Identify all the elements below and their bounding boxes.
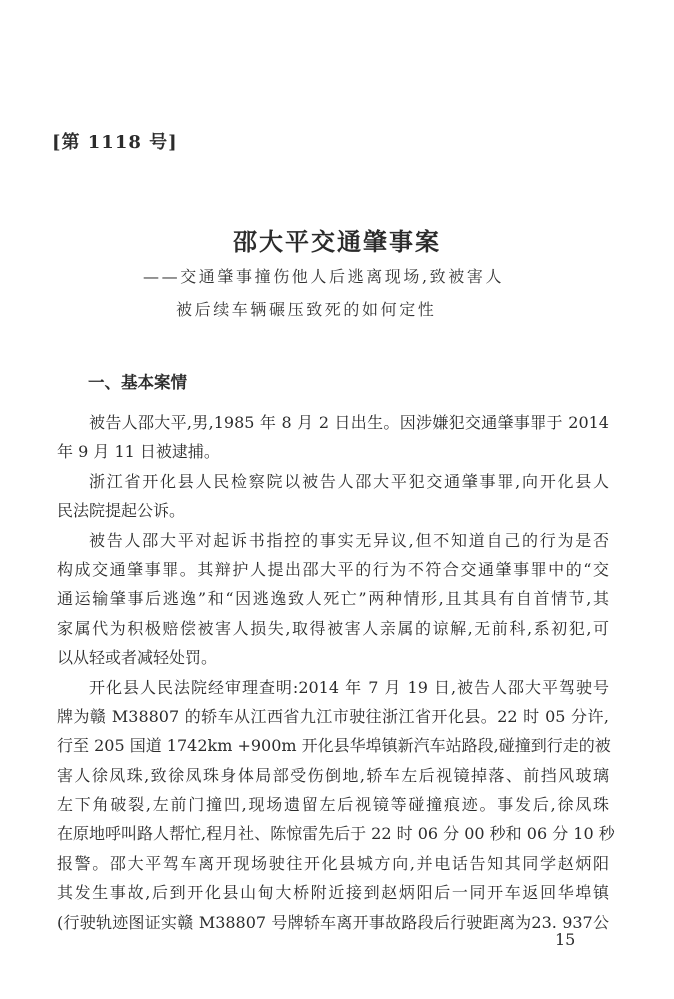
paragraph-line: 家属代为积极赔偿被害人损失,取得被害人亲属的谅解,无前科,系初犯,可	[57, 618, 609, 638]
paragraph-line: 浙江省开化县人民检察院以被告人邵大平犯交通肇事罪,向开化县人	[89, 471, 609, 491]
page-number: 15	[555, 930, 576, 949]
section-heading: 一、基本案情	[88, 373, 187, 392]
paragraph-line: 构成交通肇事罪。其辩护人提出邵大平的行为不符合交通肇事罪中的“交	[57, 559, 609, 579]
paragraph-line: 牌为赣 M38807 的轿车从江西省九江市驶往浙江省开化县。22 时 05 分许,	[57, 706, 609, 726]
subtitle-line-2: 被后续车辆碾压致死的如何定性	[176, 300, 437, 319]
paragraph-line: 民法院提起公诉。	[57, 501, 186, 521]
subtitle-line-1: ——交通肇事撞伤他人后逃离现场,致被害人	[143, 267, 505, 286]
paragraph-line: 以从轻或者减轻处罚。	[57, 648, 218, 668]
body-text	[57, 411, 615, 940]
paragraph-line: 害人徐凤珠,致徐凤珠身体局部受伤倒地,轿车左后视镜掉落、前挡风玻璃	[57, 765, 609, 785]
paragraph-line: 在原地呼叫路人帮忙,程月社、陈惊雷先后于 22 时 06 分 00 秒和 06 分 10 秒	[57, 824, 615, 844]
paragraph-line: 左下角破裂,左前门撞凹,现场遗留左后视镜等碰撞痕迹。事发后,徐凤珠	[57, 795, 609, 815]
paragraph-line: 被告人邵大平对起诉书指控的事实无异议,但不知道自己的行为是否	[89, 530, 609, 550]
paragraph-line: 被告人邵大平,男,1985 年 8 月 2 日出生。因涉嫌犯交通肇事罪于 2014	[89, 413, 609, 432]
page-title: 邵大平交通肇事案	[233, 227, 441, 256]
case-number: [第 1118 号]	[52, 132, 178, 153]
paragraph-line: (行驶轨迹图证实赣 M38807 号牌轿车离开事故路段后行驶距离为23. 937公	[57, 912, 609, 932]
paragraph-line: 报警。邵大平驾车离开现场驶往开化县城方向,并电话告知其同学赵炳阳	[57, 853, 609, 873]
paragraph-line: 其发生事故,后到开化县山甸大桥附近接到赵炳阳后一同开车返回华埠镇	[57, 883, 609, 903]
paragraph-line: 开化县人民法院经审理查明:2014 年 7 月 19 日,被告人邵大平驾驶号	[89, 677, 609, 697]
paragraph-line: 行至 205 国道 1742km +900m 开化县华埠镇新汽车站路段,碰撞到行走的被	[57, 736, 611, 756]
paragraph-line: 年 9 月 11 日被逮捕。	[57, 442, 220, 462]
paragraph-line: 通运输肇事后逃逸”和“因逃逸致人死亡”两种情形,且其具有自首情节,其	[57, 589, 609, 609]
